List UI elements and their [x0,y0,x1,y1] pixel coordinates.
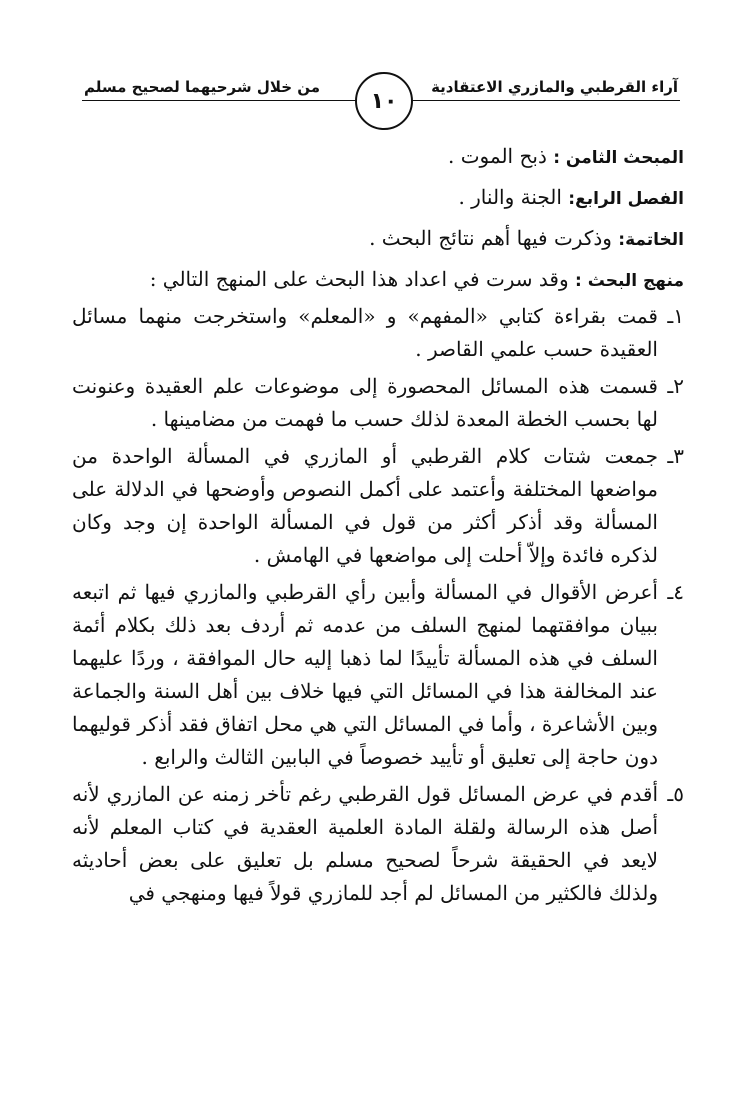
section-label: المبحث الثامن : [553,148,684,168]
method-item [72,370,684,436]
method-item [72,576,684,774]
method-label: منهج البحث : [575,271,684,291]
item-number: ١ـ [667,304,684,328]
chapter-four [72,181,684,216]
section-eighth-topic [72,140,684,175]
item-text: أقدم في عرض المسائل قول القرطبي رغم تأخر زمنه عن المازري لأنه أصل هذه الرسالة ولقلة المادة العلمية العقدية في كتاب المعلم لأنه لايعد في الحقيقة شرحاً لصحيح مسلم بل تعليق على بعض أحاديثه ولذلك فالكثير من المسائل لم أجد للمازري قولاً فيها ومنهجي في [72,782,659,905]
header-book-subtitle: من خلال شرحيهما لصحيح مسلم [84,78,321,96]
item-number: ٤ـ [667,580,684,604]
method-item [72,440,684,572]
chapter-text: الجنة والنار . [458,185,562,209]
method-text: وقد سرت في اعداد هذا البحث على المنهج التالي : [149,267,569,291]
item-number: ٥ـ [667,782,684,806]
item-text: أعرض الأقوال في المسألة وأبين رأي القرطبي والمازري فيها ثم اتبعه ببيان موافقتهما لمنهج السلف من عدمه ثم أردف بعد ذلك بكلام أئمة السلف في هذه المسألة تأييدًا لما ذهبا إليه حال الموافقة ، وردًا عليهما عند المخالفة هذا في المسائل التي فيها خلاف بين أهل السنة والجماعة وبين الأشاعرة ، وأما في المسائل التي هي محل اتفاق فقد أذكر قوليهما دون حاجة إلى تعليق أو تأييد خصوصاً في البابين الثالث والرابع . [72,580,658,769]
page-body [72,140,684,914]
item-number: ٢ـ [667,374,684,398]
conclusion-text: وذكرت فيها أهم نتائج البحث . [369,226,612,250]
chapter-label: الفصل الرابع: [568,189,684,209]
item-text: قسمت هذه المسائل المحصورة إلى موضوعات علم العقيدة وعنونت لها بحسب الخطة المعدة لذلك حسب ما فهمت من مضامينها . [72,374,658,431]
item-text: جمعت شتات كلام القرطبي أو المازري في المسألة الواحدة من مواضعها المختلفة وأعتمد على أكمل النصوص وأوضحها في الدلالة على المسألة وقد أذكر أكثر من قول في المسألة الواحدة إن وجد وكان لذكره فائدة وإلاّ أحلت إلى مواضعها في الهامش . [72,444,658,567]
section-text: ذبح الموت . [448,144,547,168]
method-item [72,300,684,366]
running-header [82,72,680,128]
conclusion-label: الخاتمة: [618,230,684,250]
header-book-title: آراء القرطبي والمازري الاعتقادية [431,78,678,96]
item-text: قمت بقراءة كتابي «المفهم» و «المعلم» واستخرجت منهما مسائل العقيدة حسب علمي القاصر . [72,304,658,361]
method-item [72,778,684,910]
conclusion [72,222,684,257]
research-method [72,263,684,298]
item-number: ٣ـ [667,444,684,468]
page-number: ١٠ [355,72,413,130]
